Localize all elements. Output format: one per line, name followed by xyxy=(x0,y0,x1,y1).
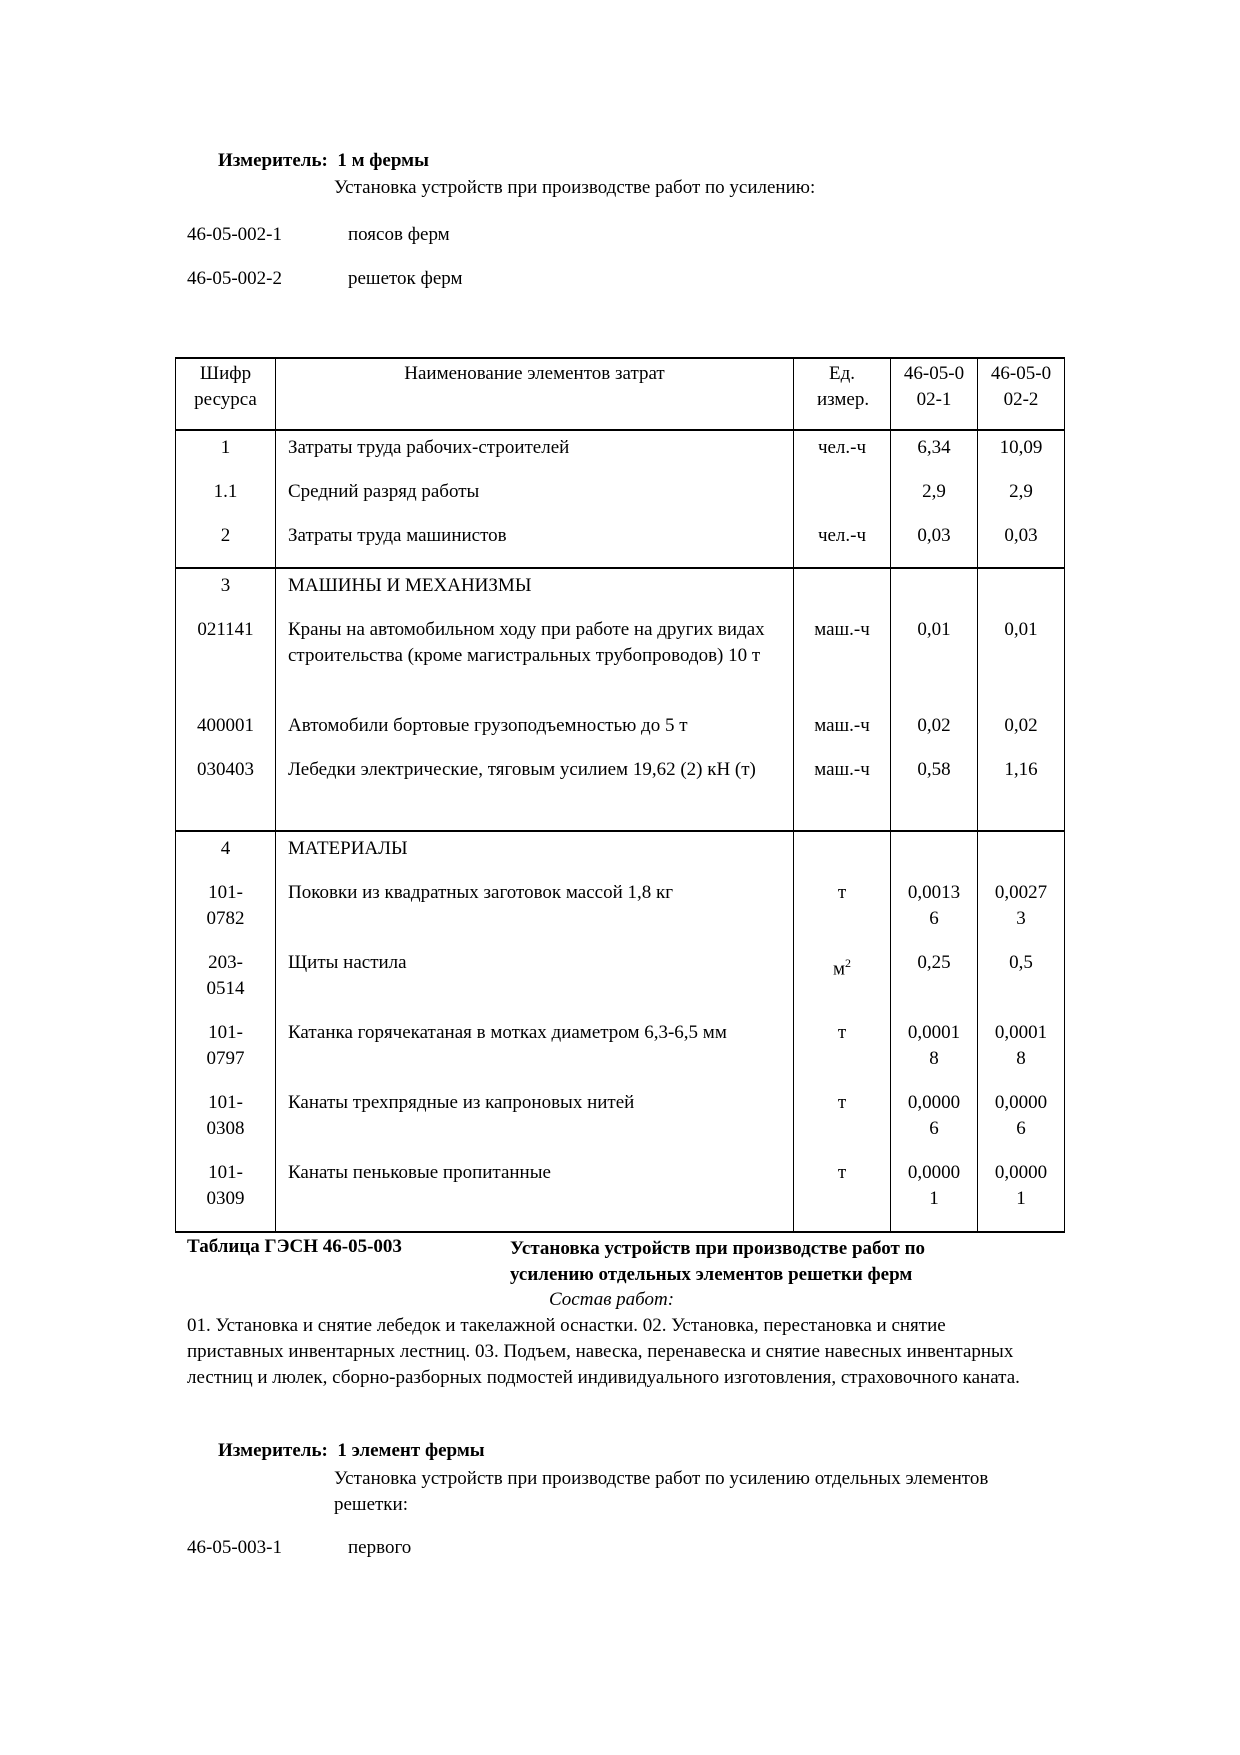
cell-empty xyxy=(978,568,1065,617)
cell-name: Катанка горячекатаная в мотках диаметром 6,3-6,5 мм xyxy=(276,1020,794,1090)
cell-value: 0,25 xyxy=(891,950,978,1020)
cell-unit: т xyxy=(794,1160,891,1232)
cell-value: 0,00018 xyxy=(978,1020,1065,1090)
cell-unit: маш.-ч xyxy=(794,617,891,713)
composition-label: Состав работ: xyxy=(549,1289,675,1310)
cell-value: 0,00001 xyxy=(891,1160,978,1232)
cell-name: Средний разряд работы xyxy=(276,479,794,523)
cell-value: 0,00018 xyxy=(891,1020,978,1090)
table-row xyxy=(176,1160,1065,1232)
cell-code: 1 xyxy=(176,430,276,479)
composition-text: 01. Установка и снятие лебедок и такелажной оснастки. 02. Установка, перестановка и снятие приставных инвентарных лестниц. 03. Подъем, навеска, перенавеска и снятие навесных инвентарных лестниц и люлек, сборно-разборных подмостей индивидуального изготовления, страховочного каната. xyxy=(187,1315,1020,1388)
section-subtitle: Установка устройств при производстве работ по усилению отдельных элементов решетки: xyxy=(334,1468,989,1515)
cell-value: 0,01 xyxy=(978,617,1065,713)
cell-code: 101-0797 xyxy=(176,1020,276,1090)
cell-unit: маш.-ч xyxy=(794,713,891,757)
header-code: Шифр ресурса xyxy=(176,358,276,430)
cell-value: 2,9 xyxy=(891,479,978,523)
cell-name: Поковки из квадратных заготовок массой 1,8 кг xyxy=(276,880,794,950)
code-item-code: 46-05-002-2 xyxy=(187,268,282,289)
cell-value: 0,00001 xyxy=(978,1160,1065,1232)
cell-code: 101-0308 xyxy=(176,1090,276,1160)
cell-code: 021141 xyxy=(176,617,276,713)
header-col1: 46-05-002-1 xyxy=(891,358,978,430)
cell-unit: чел.-ч xyxy=(794,523,891,568)
cell-unit xyxy=(794,479,891,523)
meter-value: 1 м фермы xyxy=(337,150,429,171)
cell-value: 0,5 xyxy=(978,950,1065,1020)
header-col2: 46-05-002-2 xyxy=(978,358,1065,430)
cell-empty xyxy=(891,831,978,880)
labor-group xyxy=(176,430,1065,568)
meter-line xyxy=(218,150,429,172)
cell-value: 0,00136 xyxy=(891,880,978,950)
cell-code: 2 xyxy=(176,523,276,568)
table-row xyxy=(176,713,1065,757)
code-item-name: поясов ферм xyxy=(348,224,450,245)
cell-name: Затраты труда рабочих-строителей xyxy=(276,430,794,479)
cell-code: 3 xyxy=(176,568,276,617)
cell-unit: т xyxy=(794,1090,891,1160)
cell-name: Канаты трехпрядные из капроновых нитей xyxy=(276,1090,794,1160)
cell-name: МАТЕРИАЛЫ xyxy=(276,831,794,880)
code-item-code: 46-05-002-1 xyxy=(187,224,282,245)
section-title: Установка устройств при производстве работ по усилению отдельных элементов решетки ферм xyxy=(510,1238,926,1285)
table-row xyxy=(176,880,1065,950)
table-row xyxy=(176,568,1065,617)
cell-name: Краны на автомобильном ходу при работе на других видах строительства (кроме магистральных трубопроводов) 10 т xyxy=(276,617,794,713)
resource-table xyxy=(175,357,1065,1233)
table-row xyxy=(176,757,1065,831)
cell-value: 6,34 xyxy=(891,430,978,479)
table-row xyxy=(176,617,1065,713)
code-item-name: решеток ферм xyxy=(348,268,463,289)
cell-name: Лебедки электрические, тяговым усилием 19,62 (2) кН (т) xyxy=(276,757,794,831)
cell-name: Канаты пеньковые пропитанные xyxy=(276,1160,794,1232)
cell-unit: т xyxy=(794,1020,891,1090)
cell-value: 10,09 xyxy=(978,430,1065,479)
cell-unit: $м^2$ xyxy=(794,950,891,1020)
table-row xyxy=(176,479,1065,523)
cell-code: 101-0309 xyxy=(176,1160,276,1232)
meter-line xyxy=(218,1440,485,1462)
cell-code: 101-0782 xyxy=(176,880,276,950)
cell-value: 0,58 xyxy=(891,757,978,831)
machines-group xyxy=(176,568,1065,831)
cell-value: 1,16 xyxy=(978,757,1065,831)
table-row xyxy=(176,831,1065,880)
meter-label: Измеритель: xyxy=(218,150,328,171)
cell-code: 400001 xyxy=(176,713,276,757)
table-header-row xyxy=(176,358,1065,430)
cell-unit: чел.-ч xyxy=(794,430,891,479)
table-row xyxy=(176,1090,1065,1160)
table-row xyxy=(176,1020,1065,1090)
cell-code: 1.1 xyxy=(176,479,276,523)
cell-empty xyxy=(978,831,1065,880)
table-row xyxy=(176,430,1065,479)
cell-name: Автомобили бортовые грузоподъемностью до 5 т xyxy=(276,713,794,757)
cell-empty xyxy=(794,568,891,617)
meter-label: Измеритель: xyxy=(218,1440,328,1461)
cell-value: 2,9 xyxy=(978,479,1065,523)
meter-value: 1 элемент фермы xyxy=(337,1440,485,1461)
cell-value: 0,00006 xyxy=(978,1090,1065,1160)
table-row xyxy=(176,523,1065,568)
cell-value: 0,00273 xyxy=(978,880,1065,950)
cell-value: 0,01 xyxy=(891,617,978,713)
header-unit: Ед. измер. xyxy=(794,358,891,430)
cell-empty xyxy=(794,831,891,880)
table-label: Таблица ГЭСН 46-05-003 xyxy=(187,1236,402,1257)
cell-unit: т xyxy=(794,880,891,950)
cell-value: 0,02 xyxy=(891,713,978,757)
table-row xyxy=(176,950,1065,1020)
cell-empty xyxy=(891,568,978,617)
cell-name: МАШИНЫ И МЕХАНИЗМЫ xyxy=(276,568,794,617)
cell-value: 0,02 xyxy=(978,713,1065,757)
section-subtitle: Установка устройств при производстве работ по усилению: xyxy=(334,177,816,198)
cell-name: Щиты настила xyxy=(276,950,794,1020)
cell-name: Затраты труда машинистов xyxy=(276,523,794,568)
cell-value: 0,03 xyxy=(891,523,978,568)
cell-unit: маш.-ч xyxy=(794,757,891,831)
cell-value: 0,00006 xyxy=(891,1090,978,1160)
cell-code: 030403 xyxy=(176,757,276,831)
cell-code: 4 xyxy=(176,831,276,880)
header-name: Наименование элементов затрат xyxy=(276,358,794,430)
cell-code: 203-0514 xyxy=(176,950,276,1020)
cell-value: 0,03 xyxy=(978,523,1065,568)
code-item-code: 46-05-003-1 xyxy=(187,1537,282,1558)
code-item-name: первого xyxy=(348,1537,412,1558)
materials-group xyxy=(176,831,1065,1232)
